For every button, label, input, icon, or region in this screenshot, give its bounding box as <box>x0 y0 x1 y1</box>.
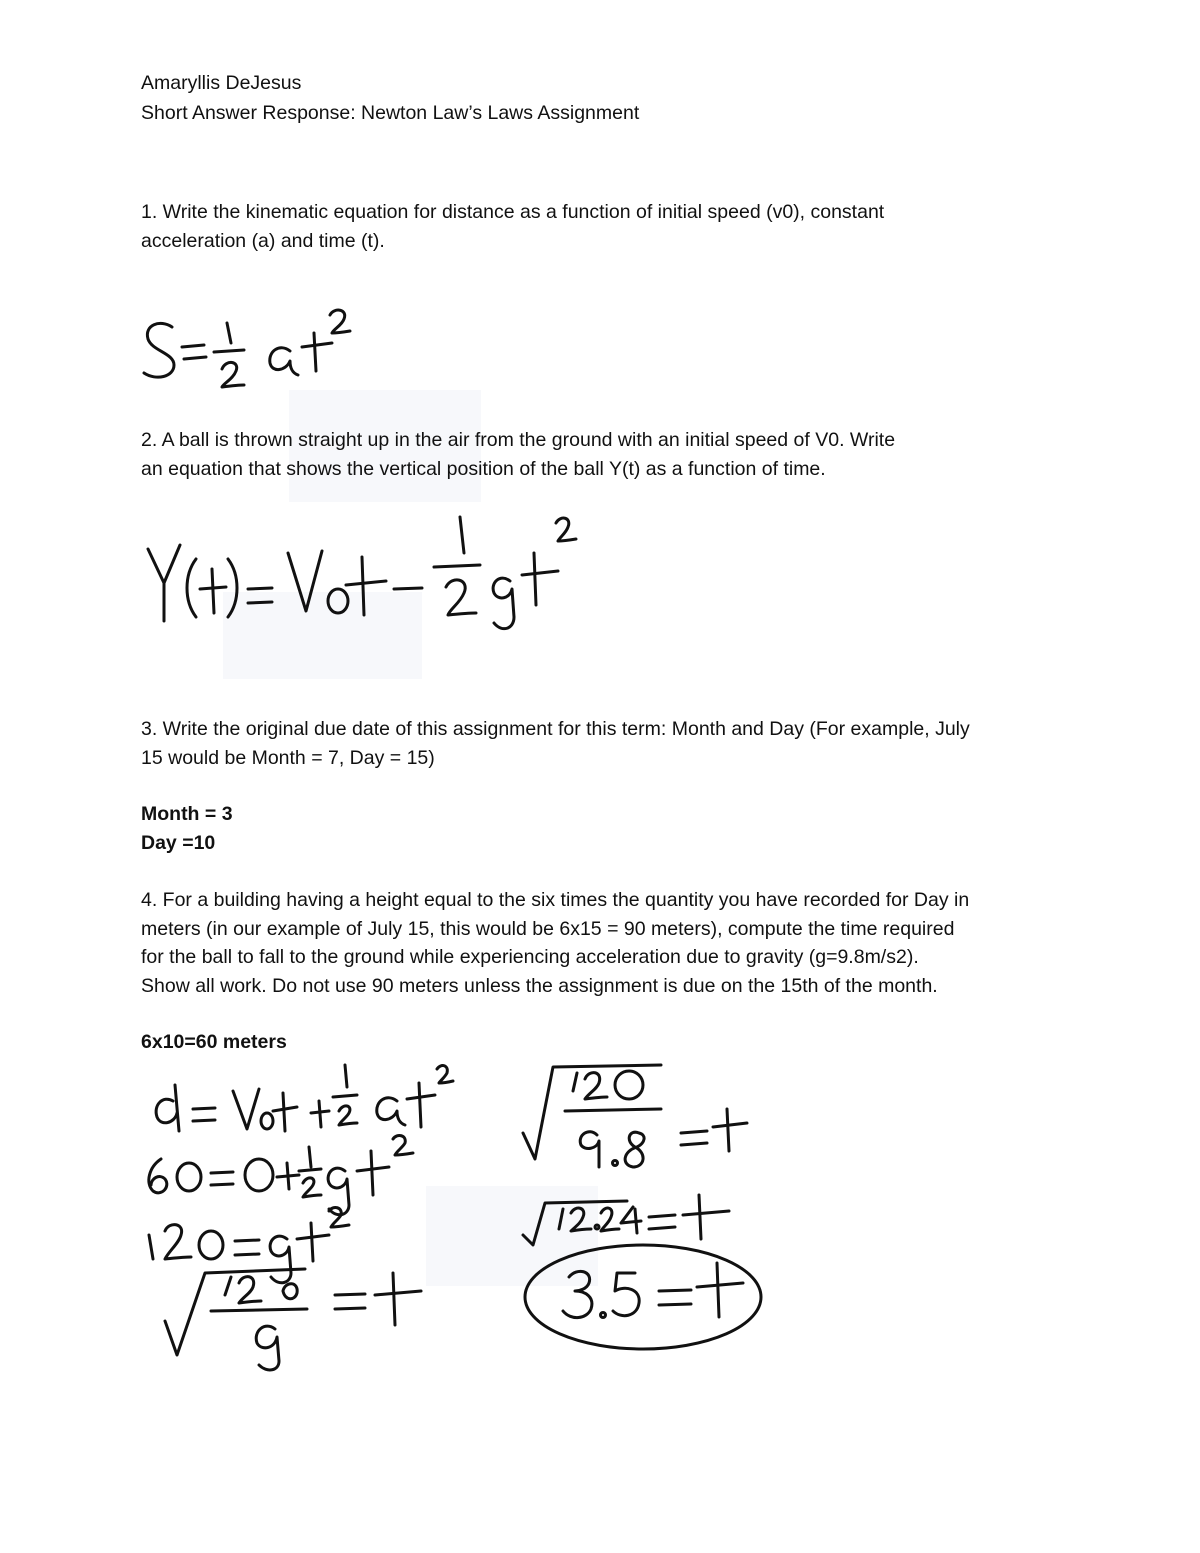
document-title: Short Answer Response: Newton Law’s Laws Assignment <box>141 102 640 124</box>
question-4-line-4: Show all work. Do not use 90 meters unless the assignment is due on the 15th of the month. <box>141 975 938 997</box>
answer-month: Month = 3 <box>141 803 233 825</box>
handwritten-answer-1 <box>130 295 380 405</box>
question-3-line-2: 15 would be Month = 7, Day = 15) <box>141 747 435 769</box>
question-2-line-2: an equation that shows the vertical position of the ball Y(t) as a function of time. <box>141 458 826 480</box>
question-4-line-1: 4. For a building having a height equal to the six times the quantity you have recorded for Day in <box>141 889 970 911</box>
handwritten-work-right <box>515 1055 775 1365</box>
question-1-line-2: acceleration (a) and time (t). <box>141 230 385 252</box>
author-name: Amaryllis DeJesus <box>141 72 302 94</box>
question-3-line-1: 3. Write the original due date of this assignment for this term: Month and Day (For example, July <box>141 718 970 740</box>
handwritten-answer-2 <box>130 505 590 645</box>
question-4-line-3: for the ball to fall to the ground while experiencing acceleration due to gravity (g=9.8m/s2). <box>141 946 919 968</box>
question-2-line-1: 2. A ball is thrown straight up in the air from the ground with an initial speed of V0. Write <box>141 429 896 451</box>
answer-height: 6x10=60 meters <box>141 1031 287 1053</box>
answer-day: Day =10 <box>141 832 216 854</box>
question-1-line-1: 1. Write the kinematic equation for distance as a function of initial speed (v0), constant <box>141 201 885 223</box>
question-4-line-2: meters (in our example of July 15, this would be 6x15 = 90 meters), compute the time required <box>141 918 955 940</box>
handwritten-work-left <box>135 1055 475 1375</box>
